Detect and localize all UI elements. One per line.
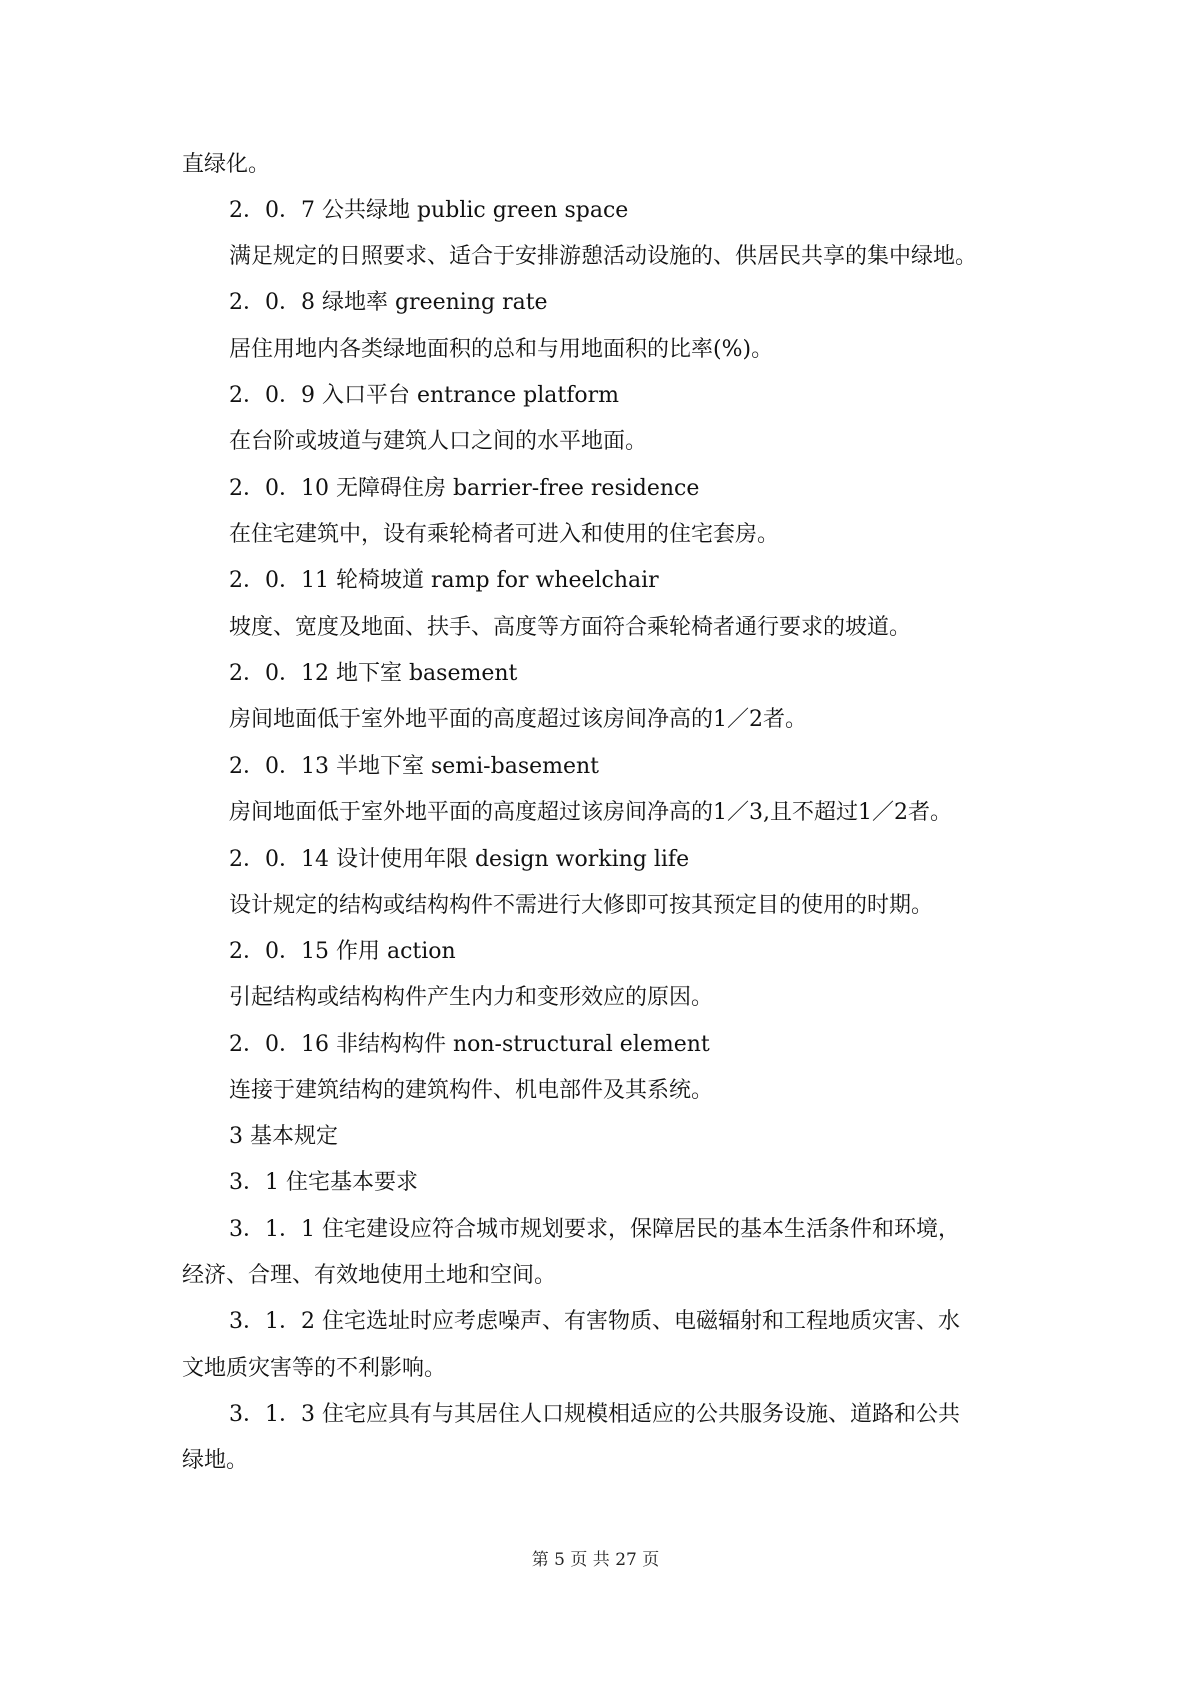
clause-definition: 在台阶或坡道与建筑人口之间的水平地面。	[229, 429, 648, 454]
clause-heading: 2．0．13 半地下室 semi-basement	[229, 754, 600, 779]
clause-definition: 居住用地内各类绿地面积的总和与用地面积的比率(%)。	[229, 337, 774, 362]
clause-text: 3．1．2 住宅选址时应考虑噪声、有害物质、电磁辐射和工程地质灾害、水	[229, 1309, 960, 1334]
clause-definition: 连接于建筑结构的建筑构件、机电部件及其系统。	[229, 1078, 714, 1103]
clause-heading: 2．0．8 绿地率 greening rate	[229, 290, 548, 315]
clause-heading: 2．0．16 非结构构件 non-structural element	[229, 1032, 710, 1057]
clause-heading: 2．0．12 地下室 basement	[229, 661, 518, 686]
clause-definition: 房间地面低于室外地平面的高度超过该房间净高的1／3,且不超过1／2者。	[229, 800, 952, 825]
clause-text-continued: 文地质灾害等的不利影响。	[182, 1356, 447, 1381]
clause-heading: 2．0．15 作用 action	[229, 939, 456, 964]
clause-text-continued: 绿地。	[182, 1448, 249, 1473]
section-heading: 3 基本规定	[229, 1124, 338, 1149]
page-number-footer: 第 5 页 共 27 页	[531, 1550, 660, 1570]
clause-definition: 满足规定的日照要求、适合于安排游憩活动设施的、供居民共享的集中绿地。	[229, 244, 978, 269]
clause-heading: 2．0．7 公共绿地 public green space	[229, 198, 629, 223]
clause-text: 3．1．1 住宅建设应符合城市规划要求，保障居民的基本生活条件和环境，	[229, 1217, 960, 1242]
clause-definition: 引起结构或结构构件产生内力和变形效应的原因。	[229, 985, 714, 1010]
clause-heading: 2．0．14 设计使用年限 design working life	[229, 847, 690, 872]
clause-heading: 2．0．11 轮椅坡道 ramp for wheelchair	[229, 568, 659, 593]
text-line: 直绿化。	[182, 152, 271, 177]
subsection-heading: 3．1 住宅基本要求	[229, 1170, 418, 1195]
clause-definition: 设计规定的结构或结构构件不需进行大修即可按其预定目的使用的时期。	[229, 893, 934, 918]
clause-text-continued: 经济、合理、有效地使用土地和空间。	[182, 1263, 557, 1288]
clause-definition: 在住宅建筑中，设有乘轮椅者可进入和使用的住宅套房。	[229, 522, 780, 547]
clause-text: 3．1．3 住宅应具有与其居住人口规模相适应的公共服务设施、道路和公共	[229, 1402, 960, 1427]
clause-heading: 2．0．10 无障碍住房 barrier-free residence	[229, 476, 700, 501]
clause-heading: 2．0．9 入口平台 entrance platform	[229, 383, 619, 408]
clause-definition: 房间地面低于室外地平面的高度超过该房间净高的1／2者。	[229, 707, 807, 732]
clause-definition: 坡度、宽度及地面、扶手、高度等方面符合乘轮椅者通行要求的坡道。	[229, 615, 912, 640]
